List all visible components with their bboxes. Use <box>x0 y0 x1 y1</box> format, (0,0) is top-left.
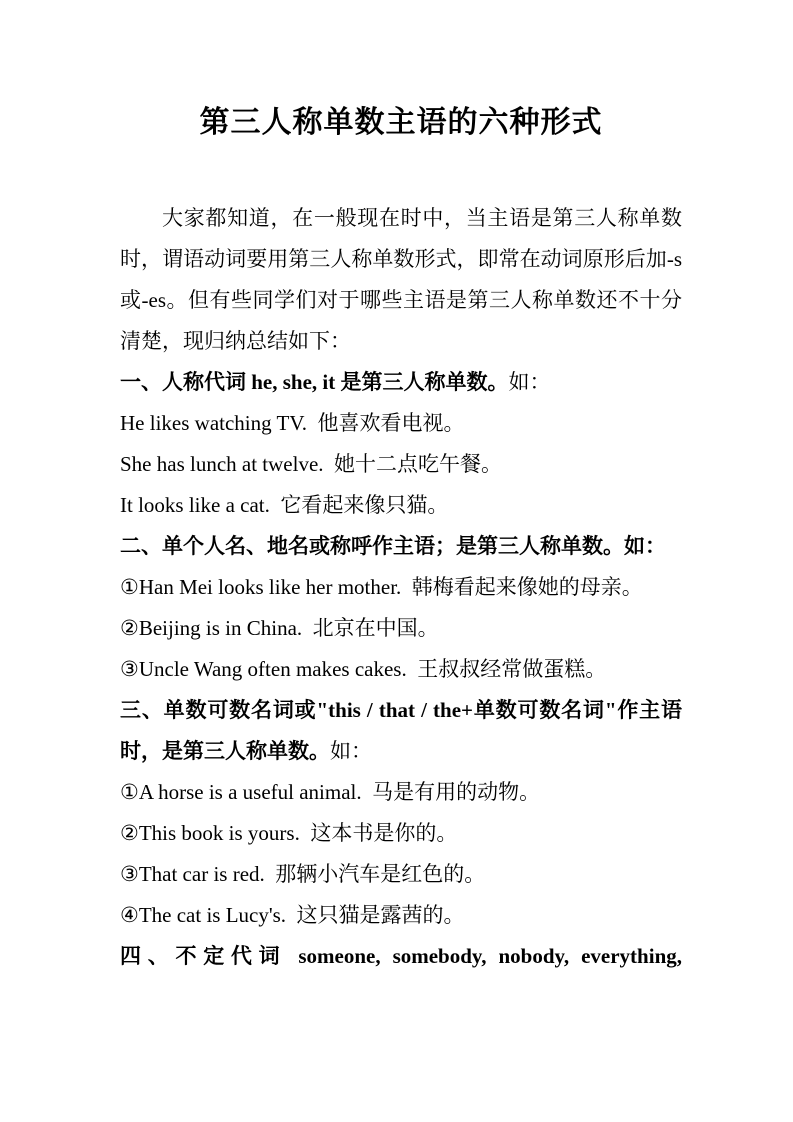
section-3-heading <box>120 690 682 772</box>
section-4-heading-bold: 四、不定代词 someone, somebody, nobody, everything, <box>120 944 682 968</box>
section-3 <box>120 690 682 936</box>
section-2-example-3: ③Uncle Wang often makes cakes. 王叔叔经常做蛋糕。 <box>120 657 607 681</box>
section-3-example-2: ②This book is yours. 这本书是你的。 <box>120 821 458 845</box>
section-3-example-4: ④The cat is Lucy's. 这只猫是露茜的。 <box>120 903 465 927</box>
section-1 <box>120 362 682 526</box>
section-1-example-1: He likes watching TV. 他喜欢看电视。 <box>120 411 465 435</box>
section-1-heading-regular: 如： <box>508 370 551 394</box>
section-3-heading-bold: 三、单数可数名词或"this / that / the+单数可数名词"作主语时，是第三人称单数。 <box>120 698 682 763</box>
section-2-heading-bold: 二、单个人名、地名或称呼作主语；是第三人称单数。如： <box>120 534 666 558</box>
section-4-heading <box>120 936 682 977</box>
section-2 <box>120 526 682 690</box>
intro-paragraph: 大家都知道，在一般现在时中，当主语是第三人称单数时，谓语动词要用第三人称单数形式，即常在动词原形后加-s 或-es。但有些同学们对于哪些主语是第三人称单数还不十分清楚，现归纳总结如下： <box>120 206 682 353</box>
section-4 <box>120 936 682 977</box>
section-2-example-1: ①Han Mei looks like her mother. 韩梅看起来像她的母亲。 <box>120 575 643 599</box>
section-1-example-3: It looks like a cat. 它看起来像只猫。 <box>120 493 449 517</box>
section-1-heading <box>120 362 682 403</box>
section-2-heading <box>120 526 682 567</box>
section-2-example-2: ②Beijing is in China. 北京在中国。 <box>120 616 439 640</box>
section-3-heading-regular: 如： <box>330 739 372 763</box>
section-3-example-1: ①A horse is a useful animal. 马是有用的动物。 <box>120 780 541 804</box>
document-title: 第三人称单数主语的六种形式 <box>199 106 603 139</box>
section-1-heading-bold: 一、人称代词 he, she, it 是第三人称单数。 <box>120 370 509 394</box>
section-1-example-2: She has lunch at twelve. 她十二点吃午餐。 <box>120 452 503 476</box>
section-3-example-3: ③That car is red. 那辆小汽车是红色的。 <box>120 862 486 886</box>
